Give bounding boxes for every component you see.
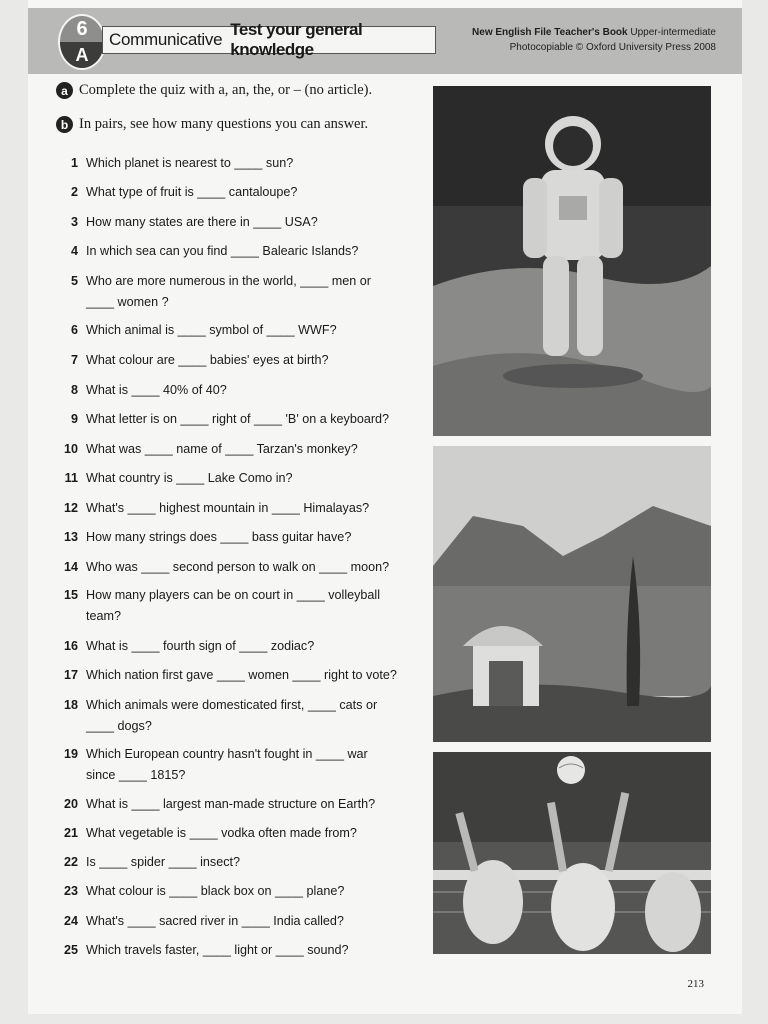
quiz-question	[56, 911, 426, 932]
photo-volleyball	[433, 752, 711, 954]
question-text: What is ____ fourth sign of ____ zodiac?	[86, 639, 315, 653]
instruction-text: In pairs, see how many questions you can answer.	[79, 116, 369, 132]
quiz-question	[56, 271, 426, 313]
question-number: 3	[70, 215, 78, 229]
quiz-question	[56, 636, 426, 657]
quiz-question	[56, 498, 426, 519]
question-number: 13	[63, 530, 78, 544]
question-number: 24	[63, 914, 78, 928]
book-level: Upper-intermediate	[630, 27, 716, 38]
question-text: What vegetable is ____ vodka often made from?	[86, 826, 357, 840]
question-text: What was ____ name of ____ Tarzan's monkey?	[86, 442, 358, 456]
instruction-mark: a	[56, 82, 73, 99]
instruction-b	[56, 116, 368, 133]
page-title: Test your general knowledge	[230, 20, 363, 59]
question-number: 8	[70, 383, 78, 397]
question-number: 16	[63, 639, 78, 653]
quiz-question	[56, 557, 426, 578]
question-number: 4	[70, 244, 78, 258]
quiz-question	[56, 320, 426, 341]
question-number: 9	[70, 412, 78, 426]
instruction-text: Complete the quiz with a, an, the, or – (no article).	[79, 82, 373, 98]
question-number: 14	[63, 560, 78, 574]
quiz-question	[56, 380, 426, 401]
worksheet-page	[28, 0, 742, 1014]
question-text: What country is ____ Lake Como in?	[86, 471, 293, 485]
quiz-question	[56, 665, 426, 686]
question-text: Who was ____ second person to walk on ____ moon?	[86, 560, 390, 574]
photo-astronaut	[433, 86, 711, 436]
photo-lake	[433, 446, 711, 742]
question-number: 11	[64, 471, 78, 485]
question-text: Which planet is nearest to ____ sun?	[86, 156, 294, 170]
quiz-question	[56, 350, 426, 371]
title-box	[102, 20, 436, 59]
quiz-question	[56, 794, 426, 815]
question-text: What is ____ 40% of 40?	[86, 383, 227, 397]
quiz-question	[56, 585, 426, 627]
question-number: 2	[70, 185, 78, 199]
question-text: Which travels faster, ____ light or ____ sound?	[86, 943, 349, 957]
question-number: 19	[63, 747, 78, 761]
page-number: 213	[687, 978, 704, 990]
question-number: 25	[63, 943, 78, 957]
question-text: How many states are there in ____ USA?	[86, 215, 318, 229]
publication-info	[472, 25, 716, 55]
instruction-a	[56, 82, 372, 99]
unit-letter: A	[60, 42, 104, 70]
question-text: What's ____ sacred river in ____ India called?	[86, 914, 344, 928]
question-number: 22	[63, 855, 78, 869]
page-header	[28, 8, 742, 74]
quiz-question	[56, 823, 426, 844]
question-number: 7	[70, 353, 78, 367]
quiz-question	[56, 409, 426, 430]
question-text-continued: since ____ 1815?	[86, 768, 186, 782]
question-number: 12	[63, 501, 78, 515]
quiz-question	[56, 852, 426, 873]
quiz-question	[56, 439, 426, 460]
question-number: 21	[63, 826, 78, 840]
question-text: In which sea can you find ____ Balearic Islands?	[86, 244, 359, 258]
quiz-question	[56, 695, 426, 737]
question-text: How many strings does ____ bass guitar have?	[86, 530, 352, 544]
unit-badge	[58, 14, 106, 70]
quiz-question	[56, 881, 426, 902]
question-text-continued: team?	[86, 609, 122, 623]
question-number: 1	[70, 156, 78, 170]
question-text: What's ____ highest mountain in ____ Himalayas?	[86, 501, 370, 515]
question-number: 15	[63, 588, 78, 602]
question-text: How many players can be on court in ____ volleyball	[86, 588, 381, 602]
copyright-notice: Photocopiable © Oxford University Press 2008	[509, 42, 716, 53]
question-text: Which animal is ____ symbol of ____ WWF?	[86, 323, 337, 337]
question-number: 10	[63, 442, 78, 456]
quiz-question	[56, 468, 426, 489]
activity-kind: Communicative	[109, 30, 223, 49]
quiz-question	[56, 182, 426, 203]
question-text: Which nation first gave ____ women ____ right to vote?	[86, 668, 397, 682]
instruction-mark: b	[56, 116, 73, 133]
unit-number: 6	[76, 18, 88, 40]
quiz-question	[56, 241, 426, 262]
question-text: Who are more numerous in the world, ____ men or	[86, 274, 371, 288]
quiz-question	[56, 527, 426, 548]
question-number: 5	[70, 274, 78, 288]
question-text: What letter is on ____ right of ____ 'B' on a keyboard?	[86, 412, 390, 426]
quiz-question	[56, 212, 426, 233]
question-text: What colour are ____ babies' eyes at birth?	[86, 353, 329, 367]
question-text: Is ____ spider ____ insect?	[86, 855, 241, 869]
question-text: What is ____ largest man-made structure on Earth?	[86, 797, 376, 811]
question-text: What colour is ____ black box on ____ plane?	[86, 884, 345, 898]
quiz-question	[56, 744, 426, 786]
question-number: 6	[70, 323, 78, 337]
question-number: 18	[63, 698, 78, 712]
question-text: Which animals were domesticated first, ____ cats or	[86, 698, 378, 712]
question-number: 20	[63, 797, 78, 811]
quiz-question	[56, 940, 426, 961]
question-text: Which European country hasn't fought in ____ war	[86, 747, 368, 761]
question-number: 17	[63, 668, 78, 682]
book-title: New English File Teacher's Book	[472, 27, 628, 38]
question-text-continued: ____ women ?	[86, 295, 169, 309]
quiz-question	[56, 153, 426, 174]
question-text: What type of fruit is ____ cantaloupe?	[86, 185, 298, 199]
question-text-continued: ____ dogs?	[86, 719, 152, 733]
question-number: 23	[63, 884, 78, 898]
